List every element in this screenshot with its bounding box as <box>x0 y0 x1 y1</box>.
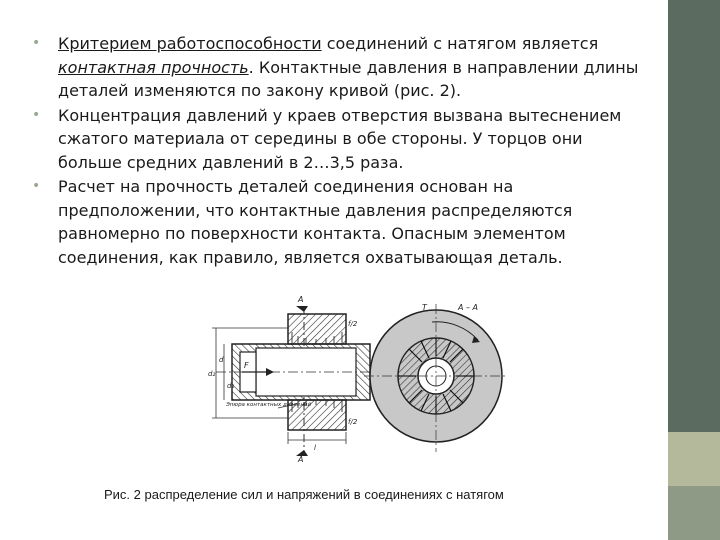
bullet-item-3 <box>30 175 650 269</box>
label-epure: Эпюра контактных давлений <box>226 402 312 408</box>
bullet-text: соединений с натягом является <box>321 34 599 53</box>
bullet-text: Концентрация давлений у краев отверстия вызвана вытеснением сжатого материала от середины в обе стороны. У торцов они больше средних давлений в 2…3,5 раза. <box>58 105 622 172</box>
accent-bar-middle <box>668 432 720 486</box>
press-fit-figure <box>196 292 508 462</box>
section-arrow-top <box>296 306 308 312</box>
cross-section-view <box>364 303 506 452</box>
label-f2-bottom: f/2 <box>348 418 358 426</box>
bullet-marker: • <box>32 178 41 194</box>
bullet-item-2 <box>30 104 650 175</box>
figure-caption: Рис. 2 распределение сил и напряжений в соединениях с натягом <box>104 487 504 502</box>
accent-bar-bottom <box>668 486 720 540</box>
accent-bar-top <box>668 0 720 432</box>
term-contact-strength: контактная прочность <box>58 57 249 77</box>
label-torque-t: T <box>422 303 427 312</box>
label-a-top: A <box>298 295 304 304</box>
bullet-marker: • <box>32 35 41 51</box>
label-force-f: F <box>244 361 249 370</box>
label-d: d <box>219 356 224 364</box>
bullet-text: Расчет на прочность деталей соединения основан на предположении, что контактные давления распределяются равномерно по поверхности контакта. Опасным элементом соединения, как правило, является охватывающая деталь. <box>58 177 573 267</box>
label-section-aa: A – A <box>458 303 479 312</box>
section-view <box>208 295 382 462</box>
label-d2: d₂ <box>208 370 216 378</box>
bullet-list <box>30 32 650 270</box>
label-f2-top: f/2 <box>348 320 358 328</box>
bullet-marker: • <box>32 106 41 123</box>
term-criterion: Критерием работоспособности <box>58 34 322 53</box>
bullet-item-1 <box>30 32 650 103</box>
label-d1: d₁ <box>227 382 235 390</box>
label-length: l <box>314 444 316 452</box>
label-a-bottom: A <box>298 455 304 462</box>
bullet-text: . Контактные давления в направлении длины деталей изменяются по закону кривой (рис. 2). <box>58 57 639 100</box>
